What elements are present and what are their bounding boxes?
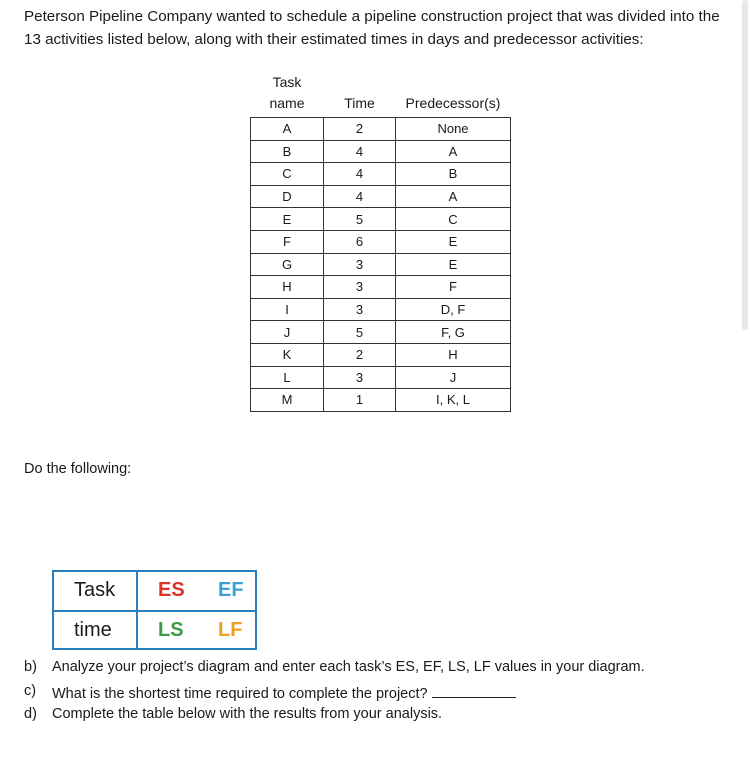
task-name-cell: M	[251, 389, 324, 412]
task-time-cell: 6	[324, 230, 396, 253]
task-pred-cell: J	[396, 366, 511, 389]
task-name-cell: C	[251, 163, 324, 186]
intro-line-1: Peterson Pipeline Company wanted to schedule a pipeline construction project that was divided into the	[24, 8, 720, 25]
table-row	[251, 366, 511, 389]
task-pred-cell: F	[396, 276, 511, 299]
task-pred-cell: D, F	[396, 298, 511, 321]
node-legend	[52, 570, 257, 650]
instructions-heading: Do the following:	[24, 461, 132, 477]
table-row	[251, 321, 511, 344]
task-pred-cell: None	[396, 118, 511, 141]
table-row	[251, 230, 511, 253]
task-pred-cell: F, G	[396, 321, 511, 344]
task-time-cell: 3	[324, 276, 396, 299]
task-name-cell: A	[251, 118, 324, 141]
task-time-cell: 2	[324, 118, 396, 141]
header-task-name	[251, 72, 324, 118]
task-name-cell: D	[251, 185, 324, 208]
table-row	[251, 163, 511, 186]
task-time-cell: 5	[324, 321, 396, 344]
legend-es-label: ES	[158, 579, 185, 601]
question-c-text: What is the shortest time required to complete the project?	[52, 685, 428, 702]
task-time-cell: 4	[324, 140, 396, 163]
legend-task-label: Task	[74, 579, 116, 601]
question-list	[24, 659, 734, 730]
answer-blank[interactable]	[432, 683, 516, 698]
legend-ef-label: EF	[218, 579, 244, 601]
task-pred-cell: H	[396, 343, 511, 366]
legend-lf-label: LF	[218, 619, 243, 641]
task-time-cell: 4	[324, 185, 396, 208]
header-task-name-top: Task	[272, 74, 302, 90]
task-pred-cell: E	[396, 230, 511, 253]
question-d-text: Complete the table below with the results from your analysis.	[52, 706, 443, 722]
task-name-cell: H	[251, 276, 324, 299]
task-time-cell: 3	[324, 298, 396, 321]
table-row	[251, 118, 511, 141]
task-name-cell: B	[251, 140, 324, 163]
task-name-cell: L	[251, 366, 324, 389]
task-name-cell: J	[251, 321, 324, 344]
task-pred-cell: E	[396, 253, 511, 276]
legend-time-label: time	[74, 619, 112, 641]
task-time-cell: 2	[324, 343, 396, 366]
task-time-cell: 1	[324, 389, 396, 412]
question-b-label: b)	[24, 659, 37, 675]
task-pred-cell: I, K, L	[396, 389, 511, 412]
activities-table	[250, 72, 511, 412]
task-pred-cell: B	[396, 163, 511, 186]
list-item	[24, 706, 734, 730]
scrollbar-thumb[interactable]	[742, 0, 748, 330]
header-predecessors: Predecessor(s)	[405, 95, 501, 111]
legend-divider-horizontal	[54, 610, 255, 612]
task-time-cell: 3	[324, 366, 396, 389]
task-name-cell: G	[251, 253, 324, 276]
table-row	[251, 343, 511, 366]
task-time-cell: 5	[324, 208, 396, 231]
table-row	[251, 208, 511, 231]
question-d-label: d)	[24, 706, 37, 722]
task-time-cell: 4	[324, 163, 396, 186]
list-item	[24, 683, 734, 707]
table-row	[251, 185, 511, 208]
table-row	[251, 140, 511, 163]
task-name-cell: E	[251, 208, 324, 231]
task-pred-cell: C	[396, 208, 511, 231]
question-c-label: c)	[24, 682, 37, 699]
question-b-text: Analyze your project’s diagram and enter each task’s ES, EF, LS, LF values in your diagram.	[52, 659, 645, 675]
task-name-cell: I	[251, 298, 324, 321]
task-pred-cell: A	[396, 185, 511, 208]
question-c-wrapper	[52, 683, 516, 702]
intro-line-2: 13 activities listed below, along with their estimated times in days and predecessor activities:	[24, 31, 644, 48]
task-name-cell: K	[251, 343, 324, 366]
list-item	[24, 659, 734, 683]
task-name-cell: F	[251, 230, 324, 253]
problem-statement	[24, 5, 742, 51]
table-row	[251, 298, 511, 321]
table-row	[251, 253, 511, 276]
table-row	[251, 389, 511, 412]
task-pred-cell: A	[396, 140, 511, 163]
header-time: Time	[344, 95, 375, 111]
table-row	[251, 276, 511, 299]
legend-ls-label: LS	[158, 619, 184, 641]
legend-divider-vertical	[136, 572, 138, 648]
header-task-name-bottom: name	[269, 95, 305, 111]
task-time-cell: 3	[324, 253, 396, 276]
